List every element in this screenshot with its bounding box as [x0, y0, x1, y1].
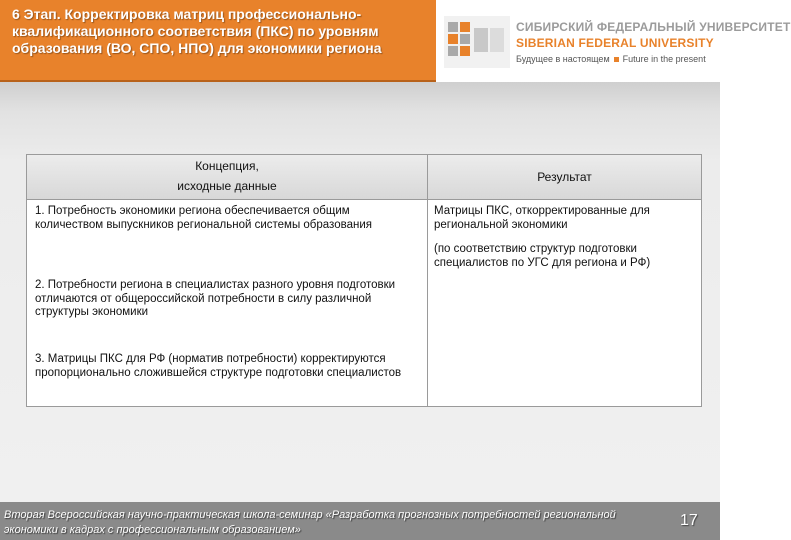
footer-bar	[0, 502, 720, 540]
result-column	[428, 155, 701, 406]
slide-title: 6 Этап. Корректировка матриц профессионально-квалификационного соответствия (ПКС) по уровням образования (ВО, СПО, НПО) для экономики региона	[12, 6, 382, 56]
concept-result-table	[26, 154, 702, 407]
result-text-2: (по соответствию структур подготовки специалистов по УГС для региона и РФ)	[434, 243, 651, 269]
title-box	[0, 0, 436, 82]
concept-header-line1: Концепция,	[195, 159, 259, 173]
footer-caption: Вторая Всероссийская научно-практическая школа-семинар «Разработка прогнозных потребностей региональной экономики в кадрах с профессиональным образованием»	[4, 509, 616, 536]
tagline-separator-icon	[614, 57, 619, 62]
tagline-en: Future in the present	[622, 54, 706, 64]
university-logo	[444, 8, 791, 80]
concept-item-3: 3. Матрицы ПКС для РФ (норматив потребности) корректируются пропорционально сложившейся структуре подготовки специалистов	[35, 353, 402, 379]
concept-header	[27, 155, 427, 200]
concept-header-line2: исходные данные	[177, 179, 277, 193]
result-text-1: Матрицы ПКС, откорректированные для региональной экономики	[434, 205, 650, 231]
concept-column	[27, 155, 428, 406]
logo-name-en: SIBERIAN FEDERAL UNIVERSITY	[516, 36, 714, 50]
sfu-logo-icon	[444, 16, 510, 68]
tagline-ru: Будущее в настоящем	[516, 54, 610, 64]
page-number: 17	[680, 512, 698, 529]
concept-item-1: 1. Потребность экономики региона обеспечивается общим количеством выпускников региональной системы образования	[35, 205, 372, 231]
concept-item-2: 2. Потребности региона в специалистах разного уровня подготовки отличаются от общероссийской потребности в силу различной структуры экономики	[35, 279, 396, 318]
result-header	[428, 155, 701, 200]
logo-name-ru: СИБИРСКИЙ ФЕДЕРАЛЬНЫЙ УНИВЕРСИТЕТ	[516, 20, 791, 34]
result-header-label: Результат	[537, 170, 592, 184]
logo-tagline	[516, 54, 706, 64]
